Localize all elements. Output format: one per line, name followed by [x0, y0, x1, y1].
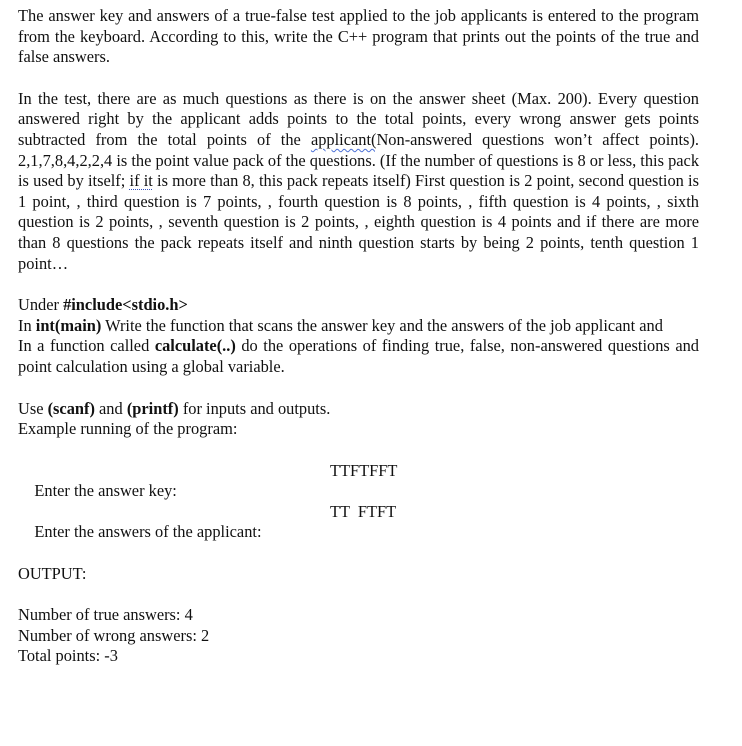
applicant-answers-label: Enter the answers of the applicant:	[34, 522, 262, 542]
answer-key-value: TTFTFFT	[330, 460, 398, 480]
include-directive: #include	[63, 295, 123, 315]
answer-key-label: Enter the answer key:	[34, 481, 177, 501]
document-body	[18, 6, 699, 667]
details-text-3: is more than 8, this pack repeats itself) First question is 2 point, second question is 1 point, , third question is 7 points, , fourth question is 8 points, , fifth question is 4 points, , sixth question is 2 points, , seventh question is 2 points, , eighth question is 4 points and if there are more than 8 questions the pack repeats itself and ninth question starts by being 2 points, tenth question 1 point…	[18, 171, 699, 273]
main-function-name: int(main)	[35, 315, 102, 335]
total-points-line: Total points: -3	[18, 646, 118, 666]
under-prefix: Under	[18, 295, 64, 315]
applicant-answers-value: TT FTFT	[330, 501, 397, 521]
calculate-function-name: calculate(..)	[154, 336, 236, 356]
output-heading: OUTPUT:	[18, 563, 87, 583]
applicant-word: applicant(	[310, 129, 377, 149]
scanf-term: (scanf)	[47, 398, 95, 418]
printf-term: (printf)	[126, 398, 179, 418]
intro-paragraph: The answer key and answers of a true-false test applied to the job applicants is entered to the program from the keyboard. According to this, write the C++ program that prints out the points of the true and false answers.	[18, 6, 699, 67]
io-middle: and	[94, 398, 127, 418]
io-note	[18, 399, 699, 420]
func-text: do the operations of finding true, false, non-answered questions and point calculation using a global variable.	[18, 336, 699, 376]
details-paragraph	[18, 89, 699, 274]
include-header: <stdio.h>	[122, 295, 188, 315]
func-prefix: In a function called	[18, 336, 155, 356]
main-requirement	[18, 316, 699, 337]
calculate-requirement	[18, 336, 699, 377]
details-text-2: Non-answered questions won’t affect points). 2,1,7,8,4,2,2,4 is the point value pack of the questions. (If the number of questions is 8 or less, this pack is used by itself;	[18, 129, 700, 191]
applicant-answers-row	[18, 501, 699, 542]
answer-key-row	[18, 460, 699, 501]
true-answers-line: Number of true answers: 4	[18, 605, 193, 625]
main-text: Write the function that scans the answer key and the answers of the job applicant and	[101, 315, 663, 335]
if-it-phrase: if it	[129, 171, 153, 191]
io-suffix: for inputs and outputs.	[178, 398, 331, 418]
io-prefix: Use	[18, 398, 48, 418]
include-line	[18, 295, 699, 316]
example-heading: Example running of the program:	[18, 419, 238, 439]
details-text-1: In the test, there are as much questions as there is on the answer sheet (Max. 200). Every question answered right by the applicant adds points to the total points, every wrong answer gets points subtracted from the total points of the	[18, 88, 699, 149]
main-prefix: In	[18, 315, 36, 335]
wrong-answers-line: Number of wrong answers: 2	[18, 625, 210, 645]
